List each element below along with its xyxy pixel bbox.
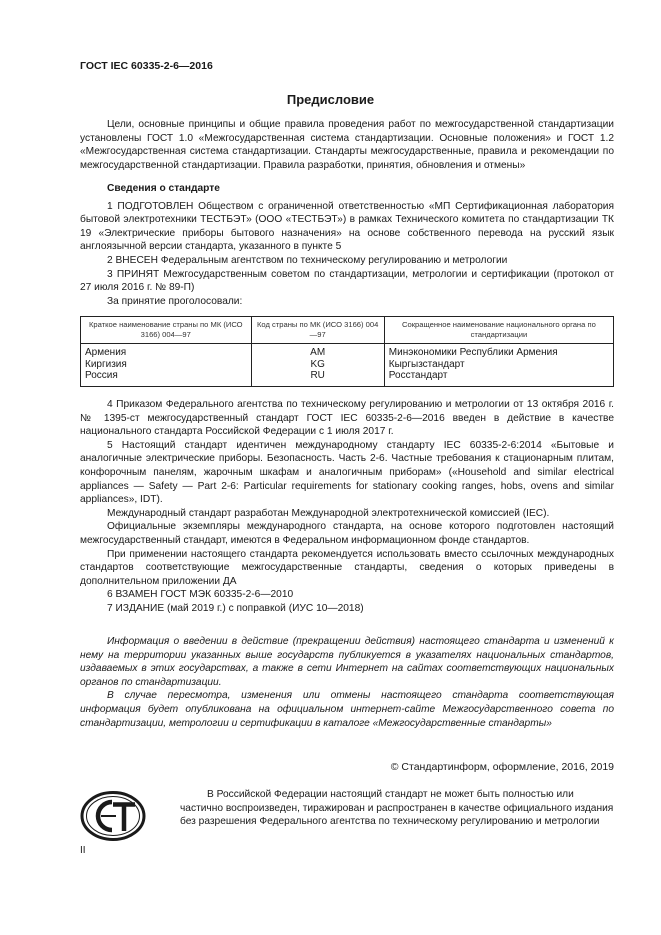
header-national-body: Сокращенное наименование национального органа по стандартизации xyxy=(384,317,613,344)
intro-block xyxy=(80,118,614,172)
section-heading: Сведения о стандарте xyxy=(107,183,220,194)
legal-notice: В Российской Федерации настоящий стандарт не может быть полностью или частично воспроизведен, тиражирован и распространен в качестве официального издания без разрешения Федерального агентства по техническому регулированию и метрологии xyxy=(180,789,614,828)
table-row xyxy=(81,370,614,386)
official-copies-note: Официальные экземпляры международного стандарта, на основе которого подготовлен настоящий межгосударственный стандарт, имеются в Федеральном информационном фонде стандартов. xyxy=(80,521,614,546)
info-paragraph-1: Информация о введении в действие (прекращении действия) настоящего стандарта и изменений к нему на территории указанных выше государств публикуется в указателях национальных стандартов, издаваемых в этих государствах, а также в сети Интернет на сайтах соответствующих национальных органов по стандартизации. xyxy=(80,636,614,688)
country-name: Киргизия xyxy=(81,359,252,371)
table-row xyxy=(81,359,614,371)
item-7: 7 ИЗДАНИЕ (май 2019 г.) с поправкой (ИУС 10—2018) xyxy=(107,602,364,614)
standard-info-block-continued xyxy=(80,398,614,616)
country-code: RU xyxy=(251,370,384,386)
standard-info-block xyxy=(80,182,614,308)
national-body: Росстандарт xyxy=(384,370,613,386)
item-5: 5 Настоящий стандарт идентичен международному стандарту IEC 60335-2-6:2014 «Бытовые и аналогичные электрические приборы. Безопасность. Часть 2-6. Частные требования к стационарным плитам, конфорочным панелям, жарочным шкафам и аналогичным приборам» («Household and similar electrical appliances — Safety — Part 2-6: Particular requirements for stationary cooking ranges, hobs, ovens and similar appliances», IDT). xyxy=(80,439,614,506)
document-code-header: ГОСТ IEC 60335-2-6—2016 xyxy=(80,60,213,72)
iec-developer-note: Международный стандарт разработан Международной электротехнической комиссией (IEC). xyxy=(107,507,550,519)
item-2: 2 ВНЕСЕН Федеральным агентством по техническому регулированию и метрологии xyxy=(107,254,508,266)
item-3: 3 ПРИНЯТ Межгосударственным советом по стандартизации, метрологии и сертификации (протокол от 27 июля 2016 г. № 89-П) xyxy=(80,268,614,294)
publication-info-block xyxy=(80,635,614,730)
vote-table-header xyxy=(81,317,614,344)
country-name: Россия xyxy=(81,370,252,386)
references-note: При применении настоящего стандарта рекомендуется использовать вместо ссылочных международных стандартов соответствующие межгосударственные стандарты, сведения о которых приведены в дополнительном приложении ДА xyxy=(80,548,614,587)
country-name: Армения xyxy=(81,344,252,359)
table-row xyxy=(81,344,614,359)
header-country-name: Краткое наименование страны по МК (ИСО 3166) 004—97 xyxy=(81,317,252,344)
page-number: II xyxy=(80,845,86,856)
header-country-code: Код страны по МК (ИСО 3166) 004—97 xyxy=(251,317,384,344)
vote-table xyxy=(80,316,614,387)
legal-notice-block xyxy=(180,788,614,829)
gost-r-logo-icon xyxy=(80,790,146,842)
item-6: 6 ВЗАМЕН ГОСТ МЭК 60335-2-6—2010 xyxy=(107,589,294,601)
copyright-line: © Стандартинформ, оформление, 2016, 2019 xyxy=(390,761,614,773)
national-body: Минэкономики Республики Армения xyxy=(384,344,613,359)
vote-caption: За принятие проголосовали: xyxy=(107,295,243,307)
country-code: KG xyxy=(251,359,384,371)
info-paragraph-2: В случае пересмотра, изменения или отмены настоящего стандарта соответствующая информация будет опубликована на официальном интернет-сайте Межгосударственного совета по стандартизации, метрологии и сертификации в каталоге «Межгосударственные стандарты» xyxy=(80,690,614,729)
item-4: 4 Приказом Федерального агентства по техническому регулированию и метрологии от 13 октября 2016 г. № 1395-ст межгосударственный стандарт ГОСТ IEC 60335-2-6—2016 введен в действие в качестве национального стандарта Российской Федерации с 1 июля 2017 г. xyxy=(80,399,614,438)
intro-paragraph: Цели, основные принципы и общие правила проведения работ по межгосударственной стандартизации установлены ГОСТ 1.0 «Межгосударственная система стандартизации. Основные положения» и ГОСТ 1.2 «Межгосударственная система стандартизации. Стандарты межгосударственные, правила и рекомендации по межгосударственной стандартизации. Правила разработки, принятия, обновления и отмены» xyxy=(80,119,614,171)
national-body: Кыргызстандарт xyxy=(384,359,613,371)
country-code: AM xyxy=(251,344,384,359)
foreword-title: Предисловие xyxy=(286,92,375,107)
item-1: 1 ПОДГОТОВЛЕН Обществом с ограниченной ответственностью «МП Сертификационная лаборатория бытовой электротехники ТЕСТБЭТ» (ООО «ТЕСТБЭТ») в рамках Технического комитета по стандартизации ТК 19 «Электрические приборы бытового назначения» на основе собственного перевода на русский язык англоязычной версии стандарта, указанного в пункте 5 xyxy=(80,200,614,253)
